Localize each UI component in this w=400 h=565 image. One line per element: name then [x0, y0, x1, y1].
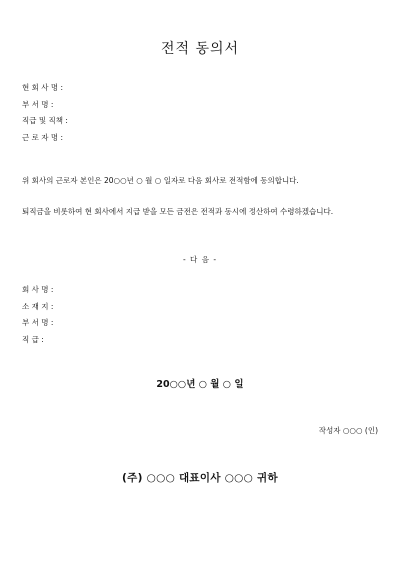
- document-title: 전적 동의서: [160, 41, 240, 57]
- new-company-fields: [22, 282, 53, 348]
- author-signature-line: 작성자 ○○○ (인): [318, 426, 378, 435]
- consent-paragraph: 위 회사의 근로자 본인은 20○○년 ○ 월 ○ 일자로 다음 회사로 전적함에 동의합니다.: [22, 176, 299, 185]
- field-rank-position: 직급 및 직책 :: [22, 116, 68, 125]
- field-new-company-address: 소 재 지 :: [22, 301, 54, 311]
- field-current-company: 현 회 사 명 :: [22, 83, 64, 92]
- document-date: 20○○년 ○ 월 ○ 일: [156, 379, 244, 390]
- field-new-rank: 직 급 :: [22, 334, 44, 344]
- field-employee-name: 근 로 자 명 :: [22, 132, 64, 142]
- section-heading-following: - 다 음 -: [182, 255, 218, 264]
- field-department: 부 서 명 :: [22, 99, 54, 109]
- field-new-department: 부 서 명 :: [22, 318, 54, 327]
- field-new-company-name: 회 사 명 :: [22, 285, 54, 294]
- settlement-paragraph: 퇴직금을 비롯하여 현 회사에서 지급 받을 모든 금전은 전적과 동시에 정산하여 수령하겠습니다.: [22, 207, 334, 216]
- addressee-line: (주) ○○○ 대표이사 ○○○ 귀하: [122, 472, 278, 484]
- current-employment-fields: [22, 80, 68, 146]
